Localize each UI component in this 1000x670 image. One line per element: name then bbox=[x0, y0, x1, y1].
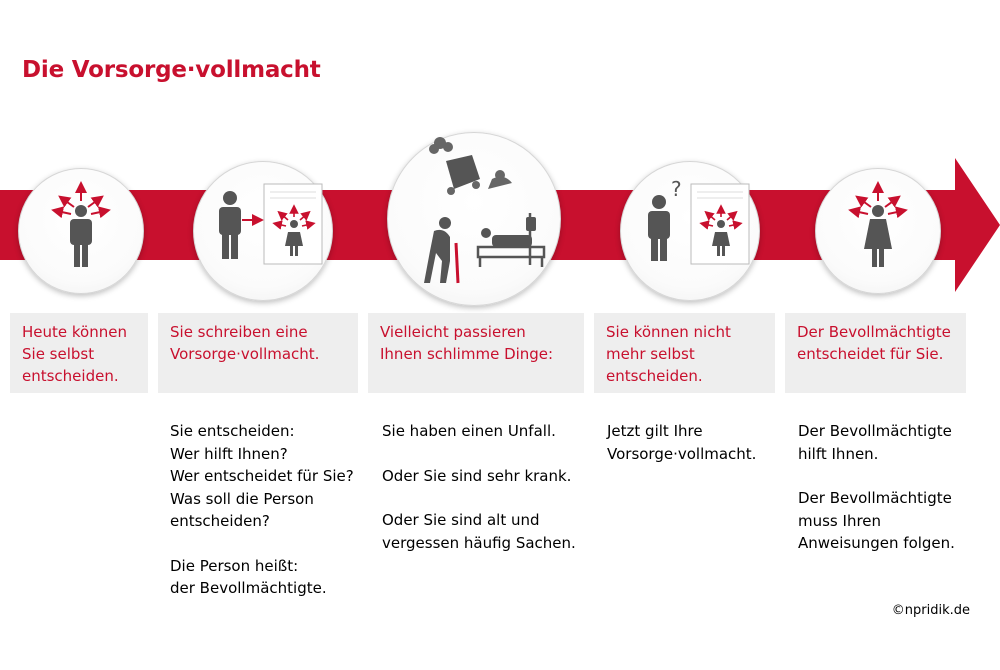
heading-line: mehr selbst bbox=[606, 345, 695, 363]
step-3-description bbox=[382, 420, 582, 554]
step-3-circle bbox=[387, 132, 561, 306]
step-1-circle bbox=[18, 168, 144, 294]
description-line: Sie entscheiden: bbox=[170, 422, 295, 440]
step-2-description bbox=[170, 420, 360, 600]
description-line: hilft Ihnen. bbox=[798, 444, 879, 463]
heading-line: entscheiden. bbox=[606, 367, 703, 385]
step-2-heading bbox=[158, 313, 358, 393]
heading-line: Vorsorge·vollmacht. bbox=[170, 345, 320, 363]
description-line: Sie haben einen Unfall. bbox=[382, 422, 556, 440]
page-title: Die Vorsorge·vollmacht bbox=[22, 57, 321, 83]
step-5-description bbox=[798, 420, 973, 555]
step-4-description bbox=[607, 420, 777, 465]
description-line: Anweisungen folgen. bbox=[798, 534, 955, 552]
woman-with-arrows-icon bbox=[816, 169, 940, 293]
description-line: Wer hilft Ihnen? bbox=[170, 444, 288, 463]
description-line: Jetzt gilt Ihre bbox=[607, 422, 703, 440]
person-question-document-icon bbox=[621, 162, 759, 300]
heading-line: entscheiden. bbox=[22, 367, 119, 385]
copyright-credit: ©npridik.de bbox=[891, 603, 970, 618]
heading-line: Sie können nicht bbox=[606, 323, 731, 341]
heading-line: Heute können bbox=[22, 323, 127, 341]
person-writing-document-icon bbox=[194, 162, 332, 300]
description-gap bbox=[170, 533, 360, 555]
svg-text:?: ? bbox=[671, 177, 682, 201]
description-line: Was soll die Person bbox=[170, 489, 314, 508]
step-2-circle bbox=[193, 161, 333, 301]
step-4-heading bbox=[594, 313, 775, 393]
description-line: Wer entscheidet für Sie? bbox=[170, 467, 354, 485]
step-1-heading bbox=[10, 313, 148, 393]
step-3-heading bbox=[368, 313, 584, 393]
description-line: Oder Sie sind alt und bbox=[382, 511, 540, 529]
person-with-arrows-icon bbox=[19, 169, 143, 293]
description-line: Der Bevollmächtigte bbox=[798, 422, 952, 440]
step-4-circle bbox=[620, 161, 760, 301]
description-line: Der Bevollmächtigte bbox=[798, 489, 952, 507]
description-gap bbox=[798, 465, 973, 487]
description-line: der Bevollmächtigte. bbox=[170, 579, 327, 597]
heading-line: Der Bevollmächtigte bbox=[797, 323, 951, 341]
heading-line: entscheidet für Sie. bbox=[797, 345, 944, 363]
description-line: Vorsorge·vollmacht. bbox=[607, 444, 757, 463]
description-gap bbox=[382, 443, 582, 465]
heading-line: Sie schreiben eine bbox=[170, 323, 308, 341]
step-5-circle bbox=[815, 168, 941, 294]
description-gap bbox=[382, 487, 582, 509]
description-line: muss Ihren bbox=[798, 511, 882, 530]
description-line: vergessen häufig Sachen. bbox=[382, 533, 576, 552]
accident-illness-age-icon bbox=[388, 133, 560, 305]
step-5-heading bbox=[785, 313, 966, 393]
heading-line: Vielleicht passieren bbox=[380, 323, 526, 341]
description-line: Oder Sie sind sehr krank. bbox=[382, 466, 572, 485]
description-line: entscheiden? bbox=[170, 512, 270, 530]
description-line: Die Person heißt: bbox=[170, 556, 299, 575]
heading-line: Ihnen schlimme Dinge: bbox=[380, 345, 554, 363]
heading-line: Sie selbst bbox=[22, 345, 95, 363]
